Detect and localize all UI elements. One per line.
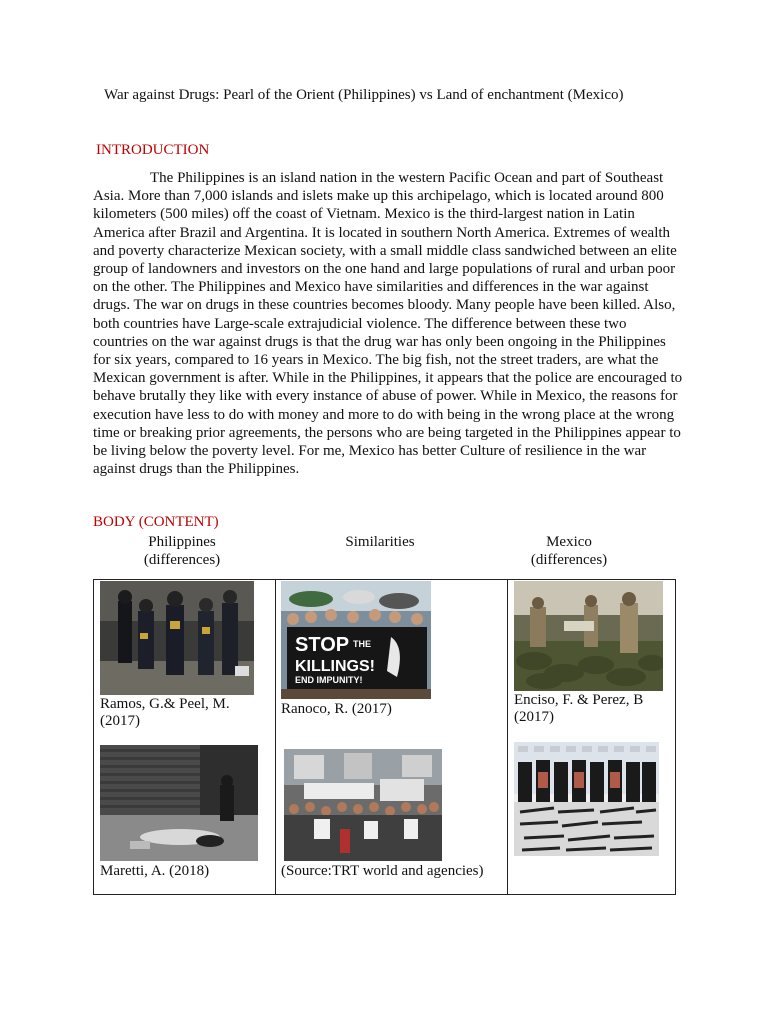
banner-line-2: THE (353, 639, 371, 649)
table-divider-2 (507, 580, 508, 894)
column-header-philippines-line1: Philippines (148, 534, 216, 550)
column-header-similarities (330, 533, 430, 551)
introduction-paragraph (93, 169, 685, 478)
table-divider-1 (275, 580, 276, 894)
caption-philippines-1: Ramos, G.& Peel, M. (2017) (100, 696, 230, 729)
protest-banner-photo (281, 581, 431, 699)
column-header-mexico (515, 533, 623, 569)
caption-similarities-2: (Source:TRT world and agencies) (281, 863, 484, 879)
introduction-text: The Philippines is an island nation in the western Pacific Ocean and part of Southeast Asia. More than 7,000 islands and islets make up this archipelago, which is located around 800 kilometers (500 miles) off the coast of Vietnam. Mexico is the third-largest nation in Latin America after Brazil and Argentina. It is located in southern North America. Extremes of wealth and poverty characterize Mexican society, with a small middle class sandwiched between an elite group of landowners and investors on the one hand and large populations of rural and urban poor on the other. The Philippines and Mexico have similarities and differences in the war against drugs. The war on drugs in these countries becomes bloody. Many people have been killed. Also, both countries have Large-scale extrajudicial violence. The difference between these two countries on the war against drugs is that the drug war has only been ongoing in the Philippines for six years, compared to 16 years in Mexico. The big fish, not the street traders, are what the Mexican government is after. While in the Philippines, it appears that the police are encouraged to behave brutally they like with every instance of abuse of power. While in Mexico, the reasons for execution have less to do with money and more to do with being in the wrong place at the wrong time or breaking prior agreements, the persons who are being targeted in the Philippines appear to be living below the poverty level. For me, Mexico has better Culture of resilience in the war against drugs than the Philippines. (93, 170, 683, 478)
body-heading: BODY (CONTENT) (93, 514, 219, 530)
column-header-similarities-line1: Similarities (345, 534, 415, 550)
police-crime-scene-photo (100, 581, 254, 695)
body-on-street-photo (100, 745, 258, 861)
caption-philippines-2: Maretti, A. (2018) (100, 863, 210, 879)
column-header-philippines-line2: (differences) (143, 552, 221, 568)
caption-mexico-1: Enciso, F. & Perez, B (2017) (514, 692, 644, 725)
comparison-table (93, 579, 676, 895)
banner-line-4: END IMPUNITY! (295, 675, 363, 685)
banner-line-3: KILLINGS! (295, 658, 375, 675)
soldiers-drug-seizure-photo (514, 581, 663, 691)
column-header-mexico-line1: Mexico (546, 534, 592, 550)
document-title: War against Drugs: Pearl of the Orient (Philippines) vs Land of enchantment (Mexico) (104, 87, 624, 103)
arrested-suspects-weapons-photo (514, 742, 659, 856)
column-header-mexico-line2: (differences) (530, 552, 608, 568)
banner-line-1: STOP (295, 634, 350, 656)
caption-similarities-1: Ranoco, R. (2017) (281, 701, 392, 717)
march-crowd-photo (284, 749, 442, 861)
introduction-heading: INTRODUCTION (96, 142, 210, 158)
column-header-philippines (128, 533, 236, 569)
